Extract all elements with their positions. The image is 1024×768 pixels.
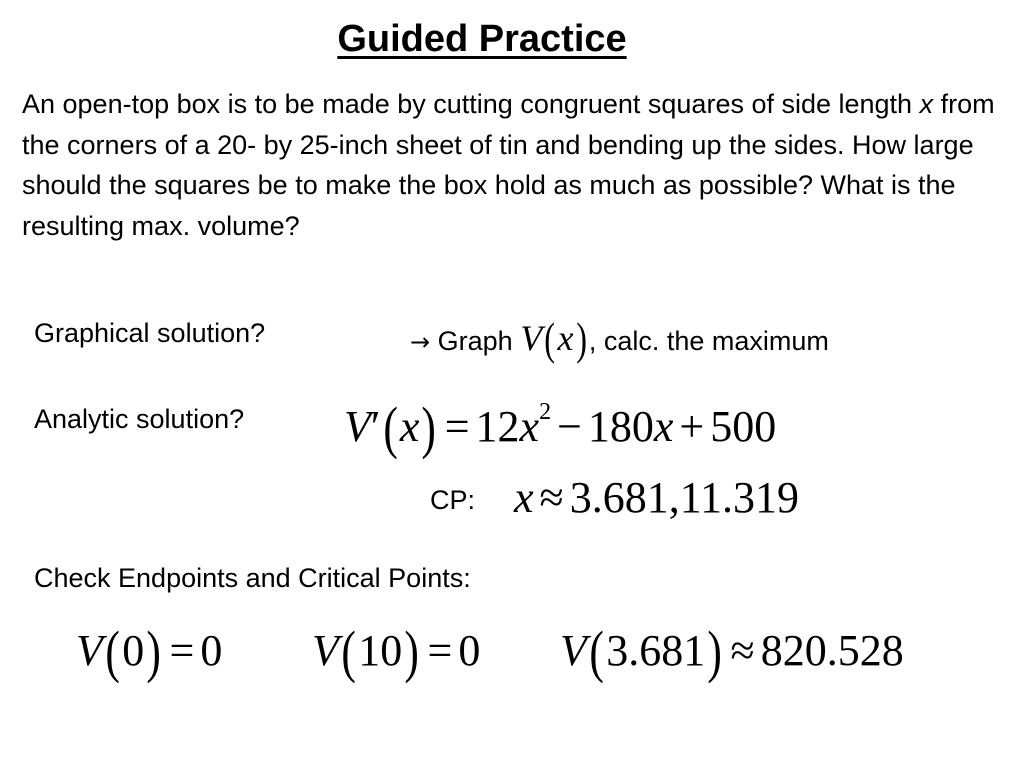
analytic-solution-label: Analytic solution? [34,404,245,434]
graphical-solution-label: Graphical solution? [34,318,266,348]
eval-relation: = [427,626,453,675]
constant-term: 500 [710,402,777,451]
eval-result: 0 [200,626,223,675]
equals-sign: = [444,402,470,451]
graph-word: Graph [437,326,513,356]
cp-values: 3.681,11.319 [569,473,800,522]
eval-relation: = [169,626,195,675]
term-variable-1: x [519,402,540,451]
derivative-prime: ′ [370,402,381,451]
eval-argument: 0 [122,626,145,675]
eval-result: 820.528 [760,626,904,675]
approx-sign: ≈ [539,473,564,522]
graph-function: V [520,318,543,358]
problem-variable: x [919,89,934,119]
graph-variable: x [557,318,574,358]
minus-sign: − [557,402,582,451]
evaluation-1: V(0) = 0 [76,619,223,684]
evaluation-3: V(3.681) ≈ 820.528 [560,619,904,684]
page-title: Guided Practice [337,18,627,60]
problem-statement [22,84,1012,246]
cp-label: CP: [430,485,476,515]
derivative-equation: $V'(x) = 12x^2 - 180x + 500$ [344,395,777,460]
eval-function: V [560,626,587,675]
evaluation-2: V(10) = 0 [312,619,481,684]
eval-function: V [76,626,103,675]
problem-text-part2: from the corners of a 20- by 25-inch sheet of tin and bending up the sides. How large should the squares be to make the box hold as much as possible? What is the resulting max. volume? [22,89,995,241]
coefficient-1: 12 [475,402,520,451]
derivative-variable: x [399,402,420,451]
right-arrow-icon: → [410,328,431,356]
graphical-solution-instruction: → Graph V(x), calc. the maximum [410,313,829,364]
check-label: Check Endpoints and Critical Points: [34,563,471,593]
graph-suffix: , calc. the maximum [588,326,829,356]
eval-relation: ≈ [730,626,755,675]
eval-function: V [312,626,339,675]
critical-points [514,472,799,523]
term-variable-2: x [653,402,674,451]
eval-argument: 10 [358,626,403,675]
derivative-function: V [344,402,371,451]
cp-variable: x [514,473,534,522]
eval-result: 0 [458,626,481,675]
coefficient-2: 180 [587,402,654,451]
plus-sign: + [679,402,705,451]
problem-text-part1: An open-top box is to be made by cutting congruent squares of side length [22,89,920,119]
exponent: 2 [539,399,552,425]
eval-argument: 3.681 [606,626,706,675]
